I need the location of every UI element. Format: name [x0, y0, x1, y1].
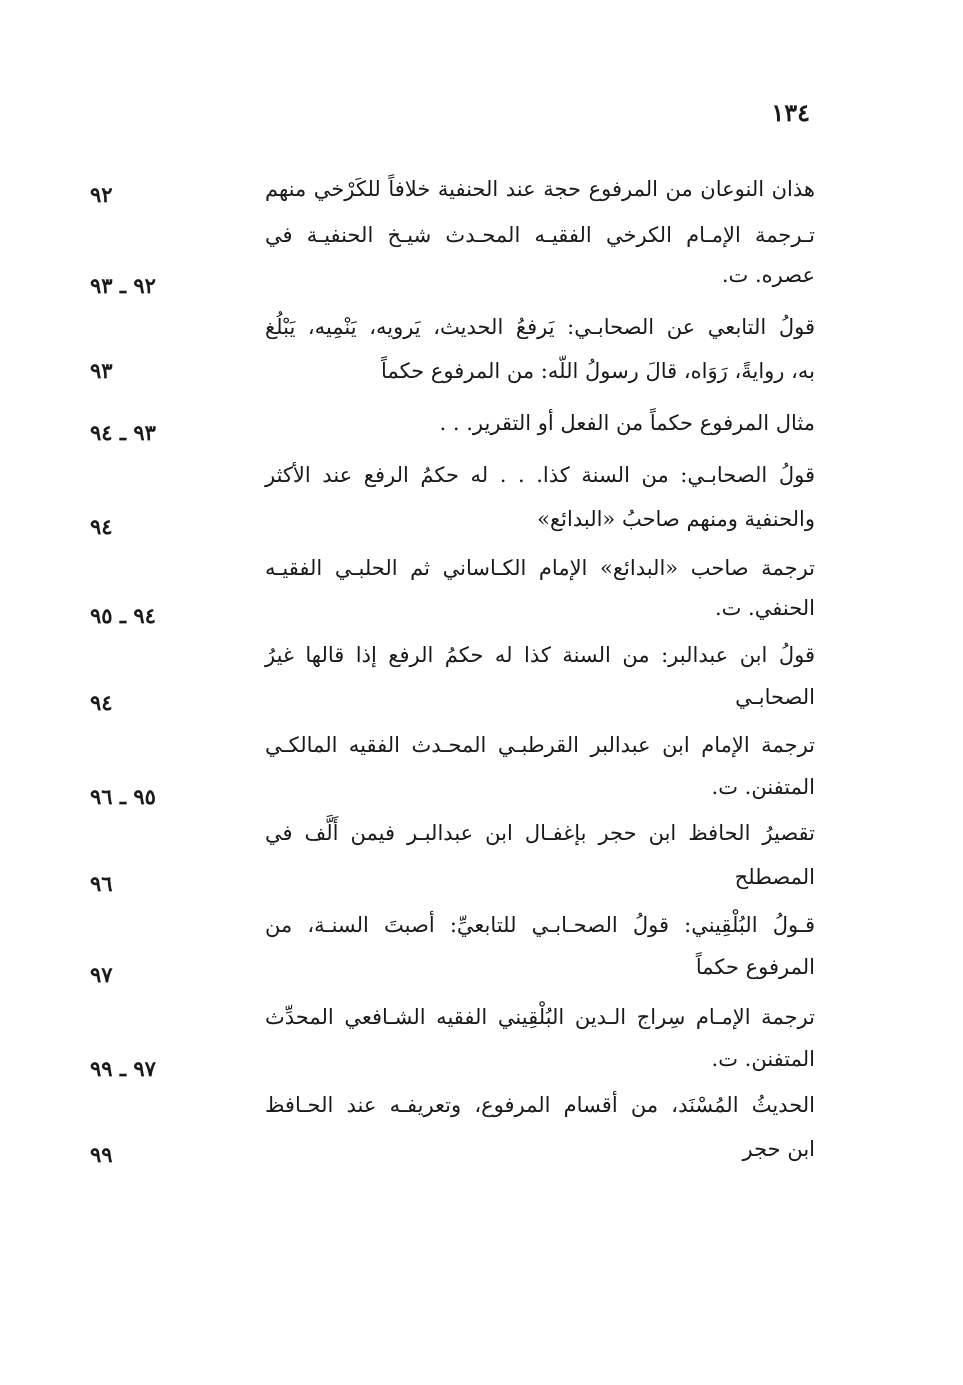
- entry-title-line: تقصيرُ الحافظ ابن حجر بإغفـال ابن عبدالبـر فيمن أَلَّف في: [265, 821, 815, 845]
- entry-page-ref: ٩٢ ـ ٩٣: [90, 273, 156, 298]
- entry-title-line: المتفنن. ت.: [711, 775, 815, 799]
- entry-page-ref: ٩٢: [90, 182, 113, 207]
- entry-page-ref: ٩٥ ـ ٩٦: [90, 784, 156, 809]
- page-number: ١٣٤: [771, 98, 810, 127]
- entry-title-line: تـرجمة الإمـام الكرخي الفقيـه المحـدث شيـخ الحنفيـة في: [265, 223, 815, 247]
- entry-title-line: ترجمة الإمام ابن عبدالبر القرطبـي المحـدث الفقيه المالكـي: [265, 733, 815, 757]
- entry-title-line: المصطلح: [734, 865, 815, 889]
- entry-title-line: قولُ ابن عبدالبر: من السنة كذا له حكمُ الرفع إذا قالها غيرُ: [265, 643, 815, 667]
- entry-page-ref: ٩٣: [90, 358, 113, 383]
- entry-title-line: ترجمة صاحب «البدائع» الإمام الكـاساني ثم الحلبـي الفقيـه: [265, 556, 815, 580]
- entry-page-ref: ٩٩: [90, 1142, 113, 1167]
- entry-page-ref: ٩٤: [90, 690, 113, 715]
- entry-title-line: قولُ الصحابـي: من السنة كذا. . . له حكمُ الرفع عند الأكثر: [265, 463, 815, 487]
- entry-title-line: الصحابـي: [735, 685, 815, 709]
- entry-page-ref: ٩٤: [90, 514, 113, 539]
- entry-page-ref: ٩٣ ـ ٩٤: [90, 420, 156, 445]
- entry-title-line: المرفوع حكماً: [695, 955, 815, 979]
- entry-title-line: الحنفي. ت.: [714, 596, 815, 620]
- entry-title-line: ابن حجر: [742, 1137, 815, 1161]
- entry-page-ref: ٩٧ ـ ٩٩: [90, 1056, 156, 1081]
- entry-page-ref: ٩٦: [90, 871, 113, 896]
- entry-title-line: مثال المرفوع حكماً من الفعل أو التقرير. . .: [439, 411, 815, 435]
- entry-title-line: المتفنن. ت.: [711, 1047, 815, 1071]
- entry-title-line: والحنفية ومنهم صاحبُ «البدائع»: [537, 507, 815, 531]
- entry-page-ref: ٩٤ ـ ٩٥: [90, 603, 156, 628]
- entry-title-line: ترجمة الإمـام سِراج الـدين البُلْقِيني الفقيه الشـافعي المحدِّث: [265, 1005, 815, 1029]
- entry-title-line: قولُ التابعي عن الصحابـي: يَرفعُ الحديث، يَرويه، يَنْمِيه، يَبْلُغ: [265, 315, 815, 339]
- entry-title-line: عصره. ت.: [721, 263, 815, 287]
- entry-page-ref: ٩٧: [90, 962, 113, 987]
- entry-title-line: به، روايةً، رَوَاه، قالَ رسولُ اللّه: من المرفوع حكماً: [381, 359, 815, 383]
- entry-title-line: الحديثُ المُسْنَد، من أقسام المرفوع، وتعريفـه عند الحـافظ: [265, 1093, 815, 1117]
- entry-title-line: هذان النوعان من المرفوع حجة عند الحنفية خلافاً للكَرْخي منهم: [265, 177, 815, 201]
- entry-title-line: قـولُ البُلْقِيني: قولُ الصحـابـي للتابعيِّ: أصبتَ السنـة، من: [265, 913, 815, 937]
